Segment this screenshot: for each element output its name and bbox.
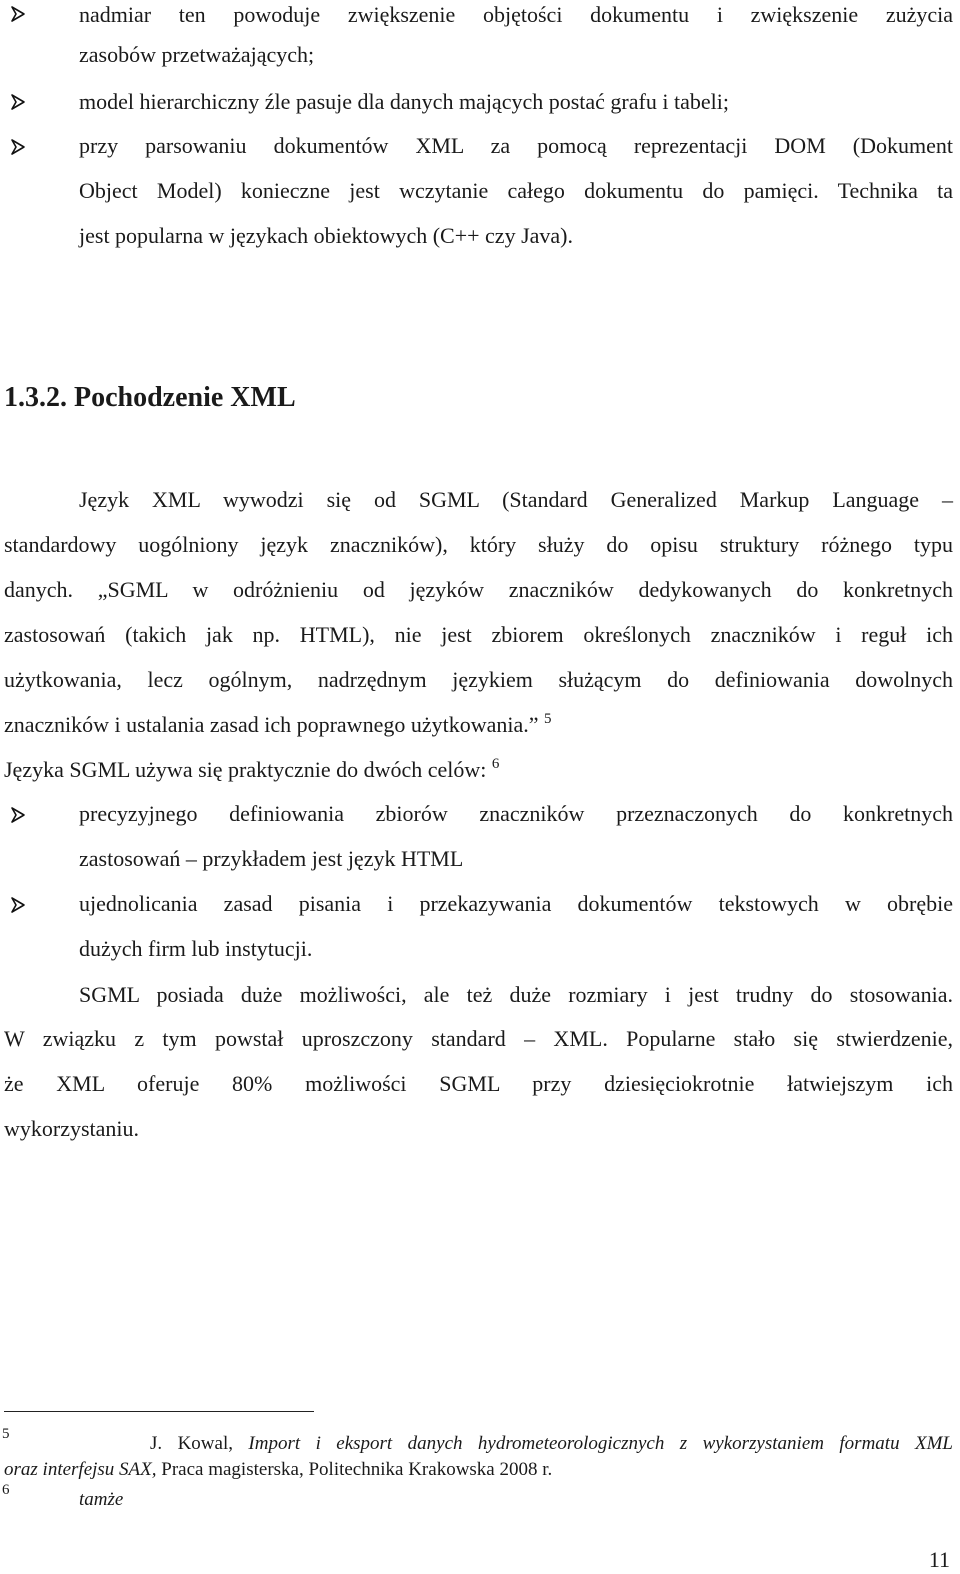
footnote-number: 6	[2, 1482, 10, 1498]
footnote-author: J. Kowal,	[150, 1433, 233, 1454]
paragraph-line	[4, 755, 499, 785]
bullet-line: jest popularna w językach obiektowych (C++ czy Java).	[79, 223, 573, 248]
arrowhead-bullet-icon	[8, 895, 28, 915]
bullet-line: model hierarchiczny źle pasuje dla danych mających postać grafu i tabeli;	[79, 89, 729, 114]
paragraph-text: Języka SGML używa się praktycznie do dwóch celów:	[4, 757, 487, 782]
footnote-line	[4, 1458, 552, 1482]
bullet-line: nadmiar ten powoduje zwiększenie objętości dokumentu i zwiększenie zużycia	[79, 2, 953, 27]
bullet-line: ujednolicania zasad pisania i przekazywania dokumentów tekstowych w obrębie	[79, 891, 953, 916]
bullet-line: przy parsowaniu dokumentów XML za pomocą reprezentacji DOM (Dokument	[79, 133, 953, 158]
paragraph-line: zastosowań (takich jak np. HTML), nie jest zbiorem określonych znaczników i reguł ich	[4, 622, 953, 647]
arrowhead-bullet-icon	[8, 137, 28, 157]
footnote-reference: 5	[544, 711, 552, 727]
footnote-title: oraz interfejsu SAX,	[4, 1459, 157, 1480]
paragraph-line: W związku z tym powstał uproszczony standard – XML. Popularne stało się stwierdzenie,	[4, 1026, 953, 1051]
section-heading: 1.3.2. Pochodzenie XML	[4, 382, 296, 413]
paragraph-line: SGML posiada duże możliwości, ale też duże rozmiary i jest trudny do stosowania.	[79, 982, 953, 1007]
arrowhead-bullet-icon	[8, 4, 28, 24]
paragraph-line	[4, 710, 552, 740]
footnote-line	[79, 1488, 123, 1512]
footnote-line	[150, 1432, 953, 1456]
footnote-reference: 6	[491, 756, 500, 772]
page-number: 11	[928, 1547, 950, 1572]
footnote-separator	[4, 1411, 314, 1412]
footnote-text: tamże	[79, 1489, 124, 1510]
arrowhead-bullet-icon	[8, 92, 28, 112]
footnote-text: Praca magisterska, Politechnika Krakowska 2008 r.	[156, 1459, 553, 1480]
arrowhead-bullet-icon	[8, 805, 28, 825]
footnote-number: 5	[2, 1426, 10, 1442]
bullet-line: precyzyjnego definiowania zbiorów znaczników przeznaczonych do konkretnych	[79, 801, 953, 826]
footnote-title: Import i eksport danych hydrometeorologicznych z wykorzystaniem formatu XML	[248, 1433, 953, 1454]
bullet-line: Object Model) konieczne jest wczytanie całego dokumentu do pamięci. Technika ta	[79, 178, 953, 203]
paragraph-line: że XML oferuje 80% możliwości SGML przy dziesięciokrotnie łatwiejszym ich	[4, 1071, 953, 1096]
paragraph-line: użytkowania, lecz ogólnym, nadrzędnym językiem służącym do definiowania dowolnych	[4, 667, 953, 692]
paragraph-line: standardowy uogólniony język znaczników), który służy do opisu struktury różnego typu	[4, 532, 953, 557]
paragraph-line: Język XML wywodzi się od SGML (Standard Generalized Markup Language –	[79, 487, 953, 512]
paragraph-line: danych. „SGML w odróżnieniu od języków znaczników dedykowanych do konkretnych	[4, 577, 953, 602]
paragraph-line: wykorzystaniu.	[4, 1116, 140, 1141]
bullet-line: dużych firm lub instytucji.	[79, 936, 313, 961]
paragraph-text: znaczników i ustalania zasad ich poprawnego użytkowania.”	[4, 712, 539, 737]
bullet-line: zastosowań – przykładem jest język HTML	[79, 846, 464, 871]
bullet-line: zasobów przetważających;	[79, 42, 315, 67]
